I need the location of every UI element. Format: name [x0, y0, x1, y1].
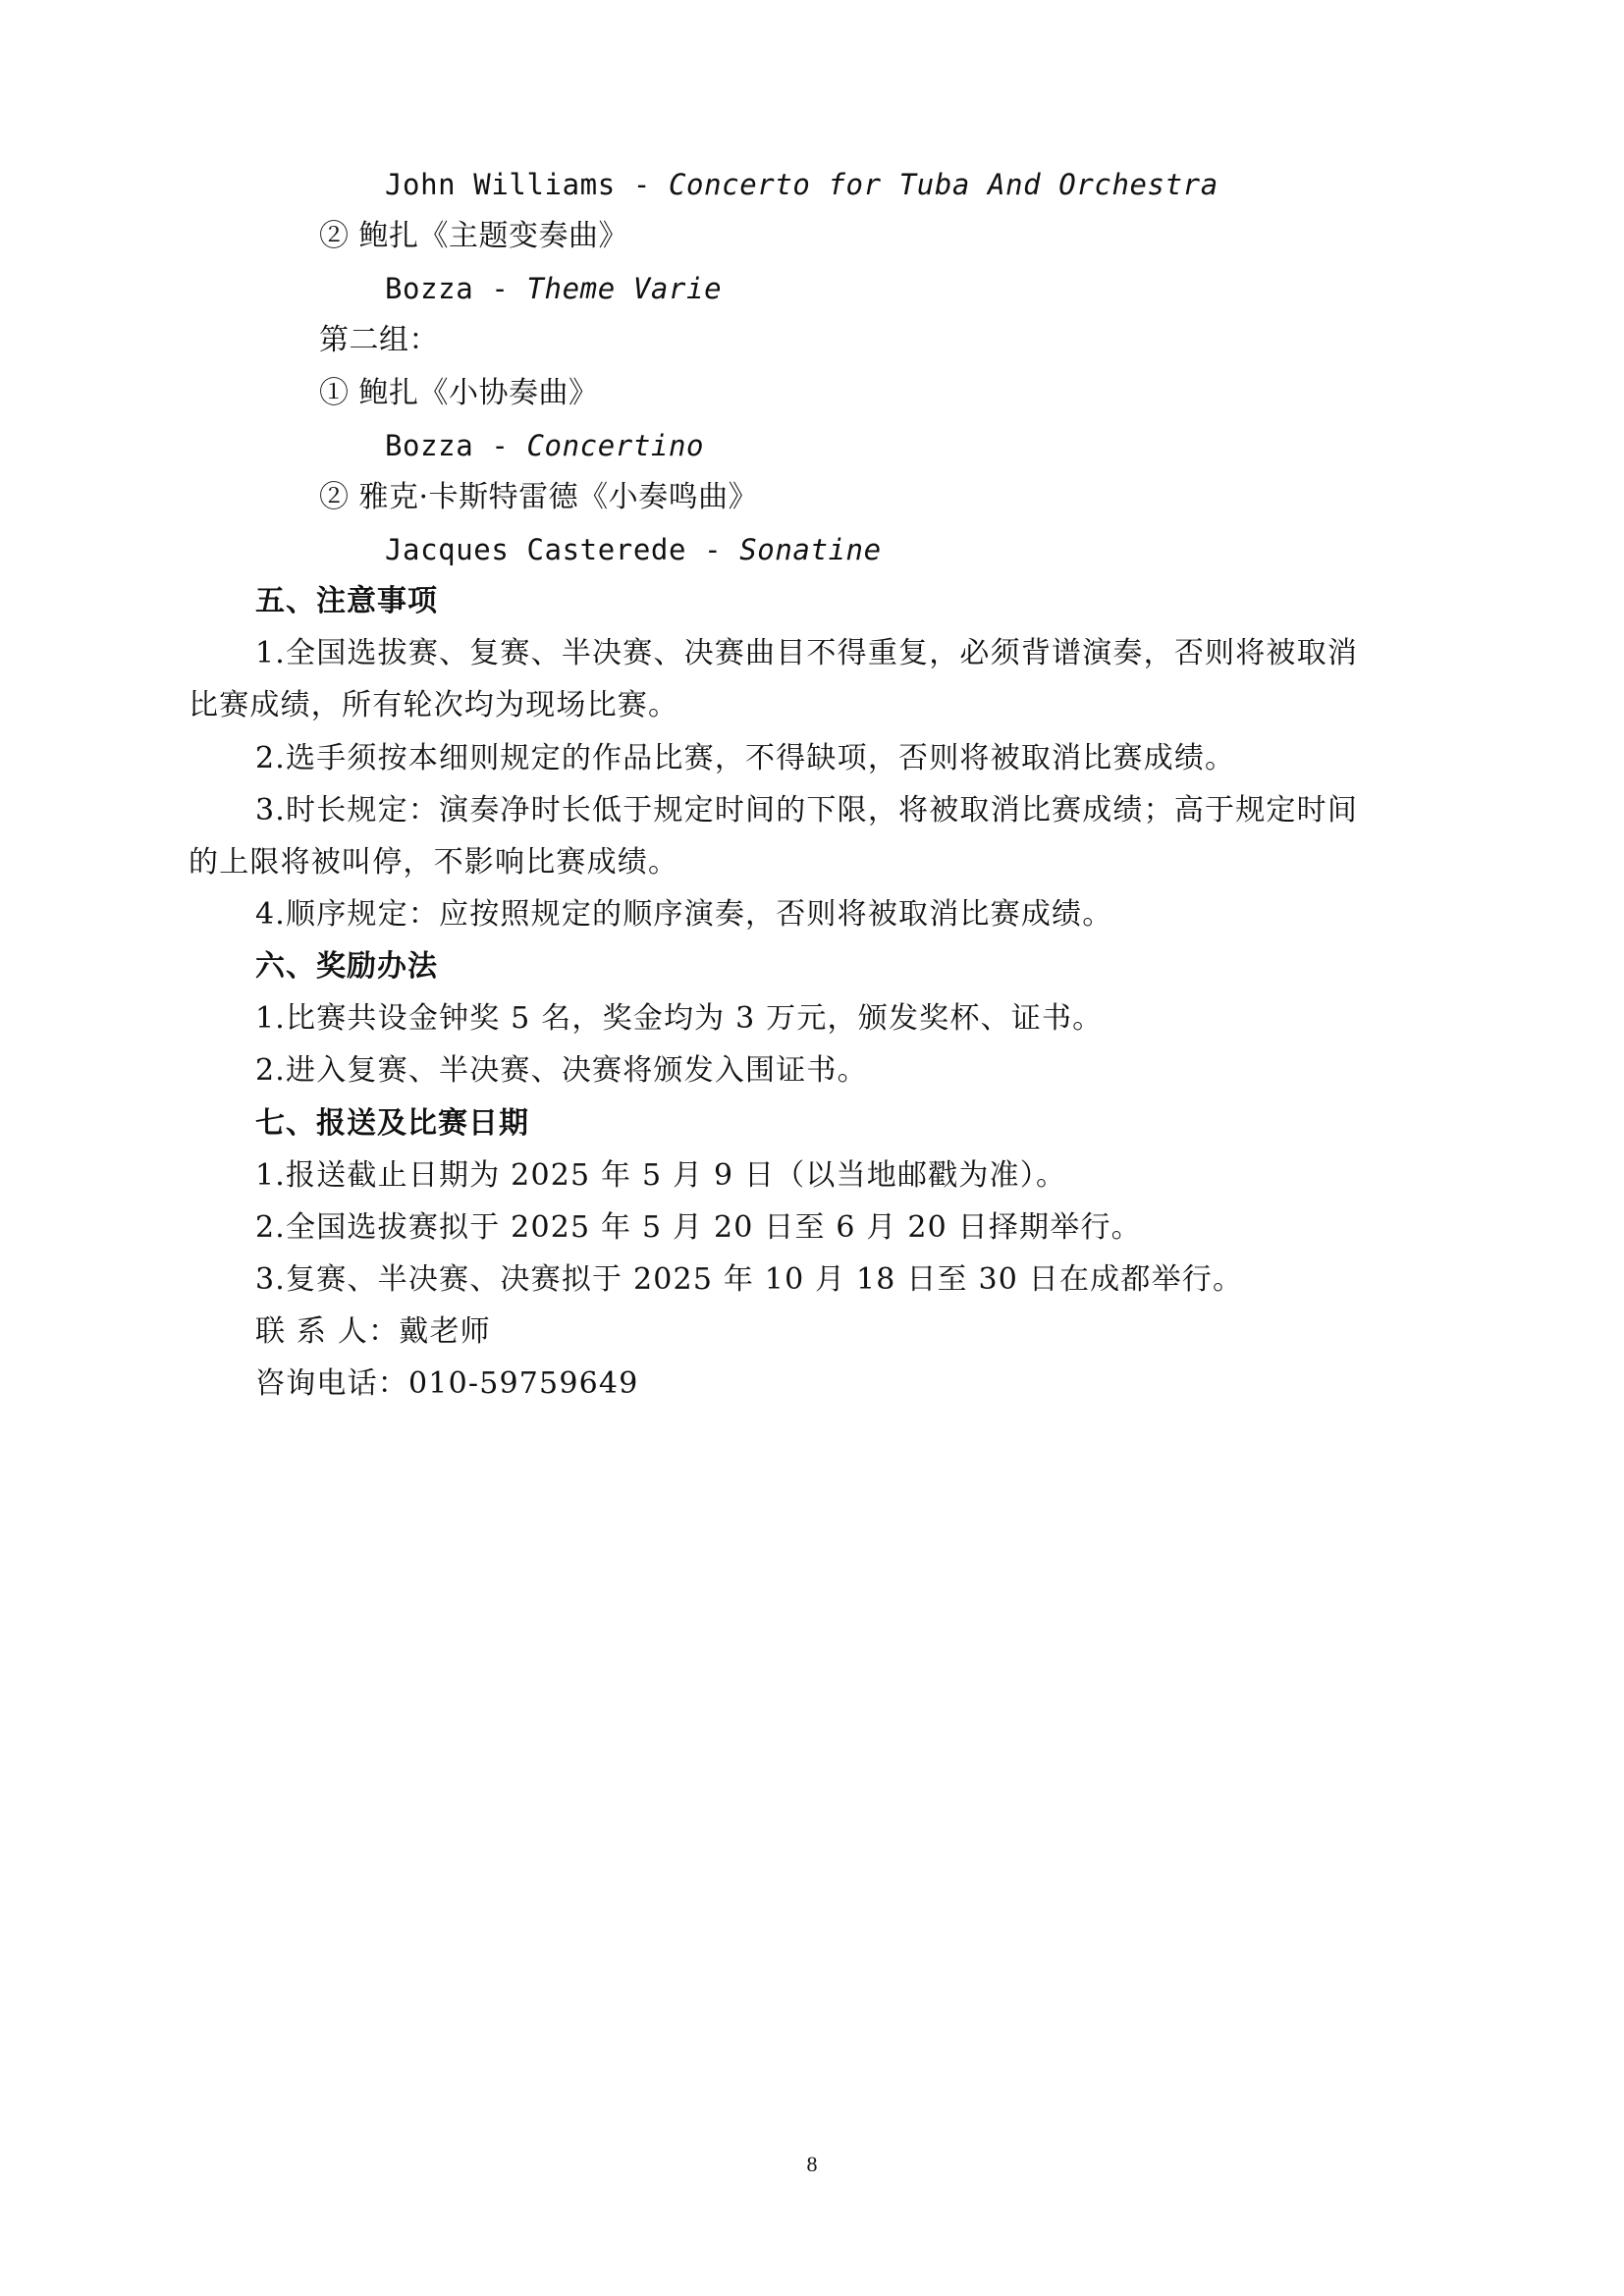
composer-name: Jacques Casterede - [385, 533, 740, 566]
section-heading-awards: 六、奖励办法 [255, 949, 438, 984]
notes-item-4: 4.顺序规定：应按照规定的顺序演奏，否则将被取消比赛成绩。 [255, 897, 1113, 932]
group2-piece1-chinese: ① 鲍扎《小协奏曲》 [319, 376, 599, 410]
group2-label: 第二组： [319, 323, 439, 357]
dates-item-3: 3.复赛、半决赛、决赛拟于 2025 年 10 月 18 日至 30 日在成都举行。 [255, 1262, 1244, 1297]
dates-item-2: 2.全国选拔赛拟于 2025 年 5 月 20 日至 6 月 20 日择期举行。 [255, 1210, 1142, 1245]
group2-piece2-chinese: ② 雅克·卡斯特雷德《小奏鸣曲》 [319, 480, 759, 514]
awards-item-1: 1.比赛共设金钟奖 5 名，奖金均为 3 万元，颁发奖杯、证书。 [255, 1001, 1104, 1036]
group1-piece2-english [385, 269, 722, 308]
notes-item-3-line-1: 3.时长规定：演奏净时长低于规定时间的下限，将被取消比赛成绩；高于规定时间 [255, 793, 1359, 828]
composer-name: Bozza - [385, 272, 527, 305]
composer-name: Bozza - [385, 429, 527, 462]
notes-item-1-line-2: 比赛成绩，所有轮次均为现场比赛。 [189, 688, 679, 722]
section-heading-dates: 七、报送及比赛日期 [255, 1106, 529, 1141]
notes-item-1-line-1: 1.全国选拔赛、复赛、半决赛、决赛曲目不得重复，必须背谱演奏，否则将被取消 [255, 636, 1359, 670]
work-title: Theme Varie [526, 272, 723, 305]
group1-piece2-chinese: ② 鲍扎《主题变奏曲》 [319, 219, 629, 253]
dates-item-1: 1.报送截止日期为 2025 年 5 月 9 日（以当地邮戳为准）。 [255, 1158, 1067, 1193]
notes-item-2: 2.选手须按本细则规定的作品比赛，不得缺项，否则将被取消比赛成绩。 [255, 741, 1236, 775]
work-title: Concertino [526, 429, 705, 462]
group1-piece1-english [385, 165, 1218, 204]
group2-piece1-english [385, 426, 704, 465]
notes-item-3-line-2: 的上限将被叫停，不影响比赛成绩。 [189, 845, 679, 880]
group2-piece2-english [385, 530, 882, 569]
contact-phone: 咨询电话：010-59759649 [255, 1366, 639, 1401]
section-heading-notes: 五、注意事项 [255, 584, 438, 618]
contact-person: 联 系 人：戴老师 [255, 1314, 491, 1349]
awards-item-2: 2.进入复赛、半决赛、决赛将颁发入围证书。 [255, 1053, 868, 1088]
composer-name: John Williams - [385, 168, 669, 201]
work-title: Sonatine [739, 533, 882, 566]
page-number: 8 [806, 2152, 818, 2176]
work-title: Concerto for Tuba And Orchestra [668, 168, 1218, 201]
